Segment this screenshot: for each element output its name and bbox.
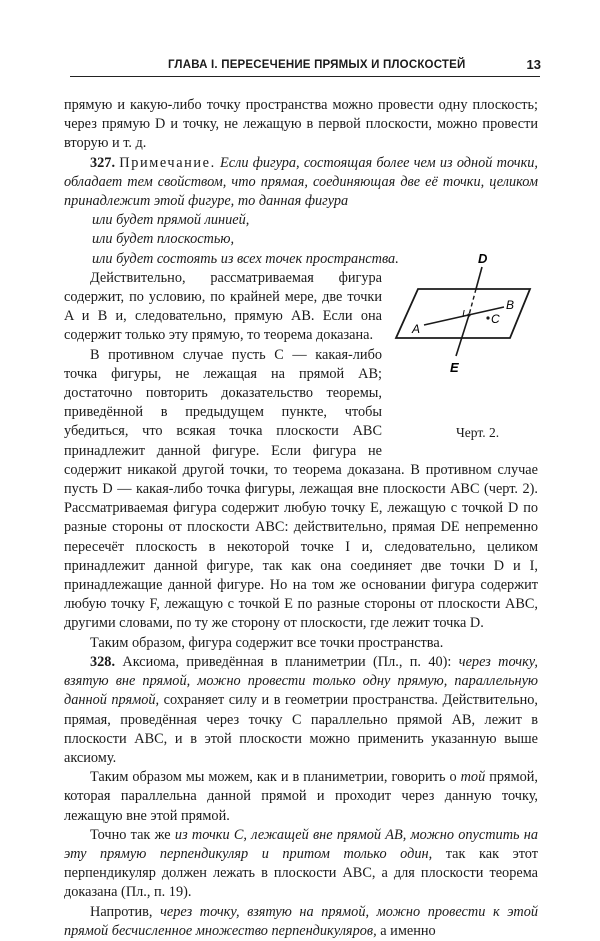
axiom-intro: Аксиома, приведённая в планиметрии (Пл., п. 40): (122, 653, 452, 670)
infinite-emphasis: через точку, взятую на прямой, можно провести к этой прямой бесчисленное множество перпендикуляров, (64, 903, 538, 939)
line-de-hidden (469, 289, 476, 315)
perpendicular-text-start: Точно так же (90, 826, 171, 843)
parallel-paragraph (64, 768, 538, 826)
perpendicular-paragraph (64, 826, 538, 903)
point-c (486, 316, 489, 319)
running-header (70, 56, 540, 77)
remark-statement: Если фигура, состоящая более чем из одной точки, обладает тем свойством, что прямая, соединяющая две её точки, целиком принадлежит этой фигуре, то данная фигура (64, 154, 538, 210)
line-de-upper (476, 267, 482, 289)
section-327-statement (64, 154, 538, 212)
figure-2 (390, 250, 538, 446)
conclusion-paragraph: Таким образом, фигура содержит все точки пространства. (90, 634, 444, 651)
intro-paragraph: прямую и какую-либо точку пространства можно провести одну плоскость; через прямую D и точку, не лежащую в первой плоскости, можно провести вторую и т. д. (64, 97, 538, 152)
line-de-lower (456, 315, 469, 356)
option-line: или будет прямой линией, (92, 212, 250, 229)
page-number: 13 (526, 57, 541, 72)
label-e: E (450, 359, 459, 375)
perpendicular-text-end: так как этот перпендикуляр должен лежать в плоскости ABC, а для плоскости теорема доказана (Пл., п. 19). (64, 845, 538, 901)
options-list (64, 211, 538, 269)
section-number-327: 327. (90, 154, 116, 171)
label-d: D (478, 250, 488, 266)
parallel-text-start: Таким образом мы можем, как и в планиметрии, говорить о (90, 769, 457, 786)
perpendicular-emphasis: из точки C, лежащей вне прямой AB, можно опустить на эту прямую перпендикуляр и притом только один, (64, 826, 539, 862)
option-line: или будет плоскостью, (92, 231, 235, 248)
infinite-perpendiculars-paragraph (64, 903, 538, 941)
chapter-title: ГЛАВА I. ПЕРЕСЕЧЕНИЕ ПРЯМЫХ И ПЛОСКОСТЕЙ (168, 59, 466, 71)
infinite-text-start: Напротив, (90, 903, 153, 920)
proof-text-1: Действительно, рассматриваемая фигура содержит, по условию, по крайней мере, две точки A и B и, следовательно, прямую AB. Если она содержит только эту прямую, то теорема доказана. (64, 269, 382, 344)
label-i: I (462, 308, 465, 320)
point-i (467, 313, 470, 316)
label-a: A (412, 321, 421, 336)
remark-label: Примечание. (119, 154, 216, 171)
section-number-328: 328. (90, 653, 116, 670)
label-b: B (506, 297, 515, 312)
parallel-text-end: прямой, которая параллельна данной прямой и проходит через данную точку, лежащую вне этой прямой. (64, 769, 538, 824)
label-c: C (491, 311, 500, 326)
infinite-text-end: а именно (380, 922, 436, 939)
figure-caption: Черт. 2. (456, 424, 500, 440)
body-text (64, 96, 538, 941)
axiom-text: через точку, взятую вне прямой, можно провести только одну прямую, параллельную данной прямой, (64, 653, 538, 709)
axiom-rest: сохраняет силу и в геометрии пространства. Действительно, прямая, проведённая через точку C параллельно прямой AB, лежит в плоскости ABC, и в этой плоскости можно применить указанную выше аксиому. (64, 692, 538, 766)
section-328-paragraph (64, 653, 538, 768)
parallel-emphasis: той (460, 769, 486, 786)
figure-2-drawing (390, 250, 538, 446)
proof-paragraph-2: В противном случае пусть C — какая-либо точка фигуры, не лежащая на прямой AB; достаточно повторить доказательство теоремы, приведённой в предыдущем пункте, чтобы убедиться, что всякая точка плоскости ABC принадлежит данной фигуре. Если фигура не содержит никакой другой точки, то теорема доказана. В противном случае пусть D — какая-либо точка фигуры, лежащая вне плоскости ABC (черт. 2). Рассматриваемая фигура содержит любую точку E, лежащую с точкой D по разные стороны от плоскости ABC: действительно, прямая DE непременно пересечёт плоскость в некоторой точке I и, следовательно, целиком принадлежит данной фигуре, так как она соединяет две точки D и I, принадлежащие данной фигуре. Но на том же основании фигура содержит любую точку F, лежащую с точкой E по разные стороны от плоскости ABC, другими словами, по ту же сторону от плоскости, где лежит точка D. (64, 346, 538, 632)
option-line: или будет состоять из всех точек пространства. (92, 250, 399, 267)
